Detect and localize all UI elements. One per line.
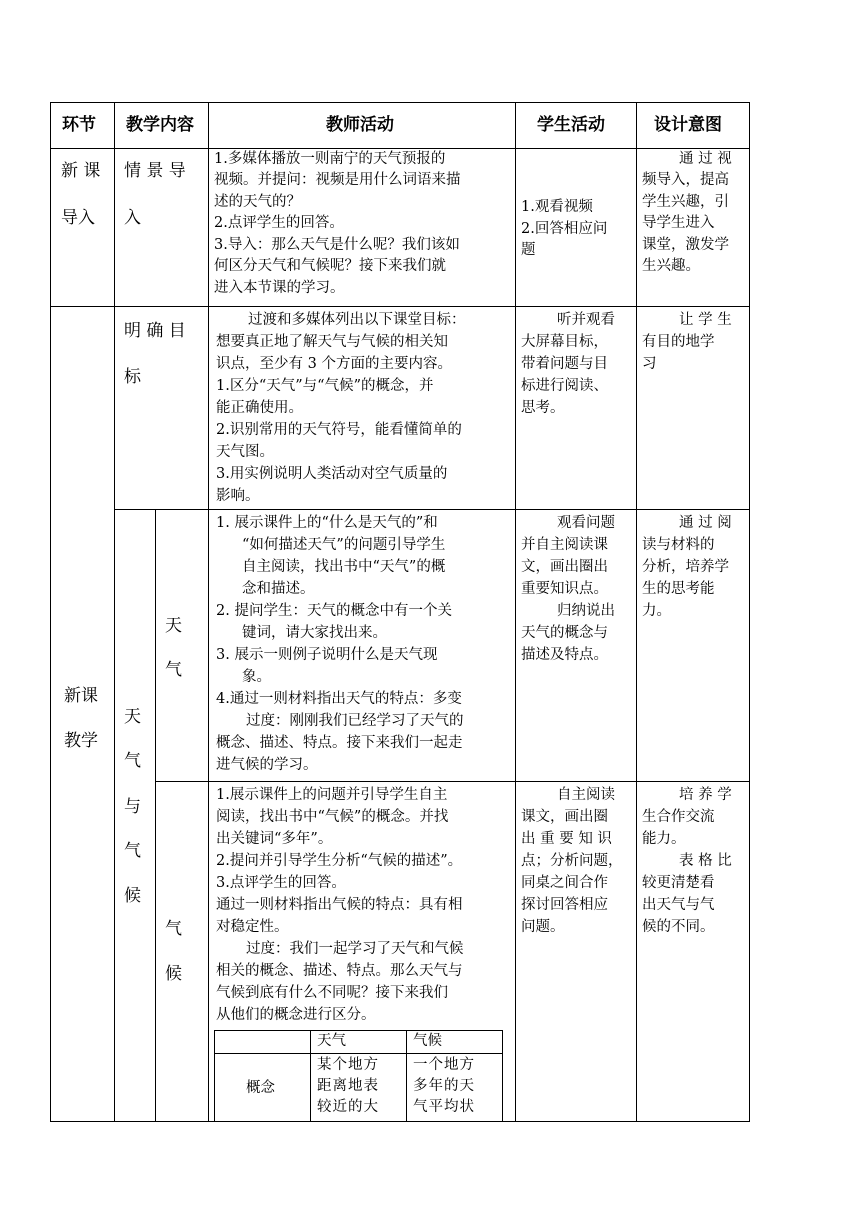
text-line: 视频。并提问：视频是用什么词语来描 (214, 172, 461, 188)
text-line: 让 学 生 (679, 312, 732, 328)
header-teacher: 教师活动 (326, 115, 394, 135)
text-line: 文，画出圈出 (521, 559, 608, 575)
text-line: 2.提问并引导学生分析“气候的描述”。 (216, 853, 463, 869)
col-divider-4 (636, 102, 637, 1122)
text-line: 培 养 学 (679, 787, 732, 803)
text-line: 一个地方 (413, 1057, 475, 1073)
text-line: 导学生进入 (642, 215, 715, 231)
header-student: 学生活动 (537, 115, 605, 135)
topic-char: 天 (124, 707, 141, 727)
col-divider-3 (515, 102, 516, 1122)
text-line: 2. 提问学生：天气的概念中有一个关 (216, 603, 452, 619)
row3-sub-char1: 天 (165, 616, 182, 636)
inner-head-weather: 天气 (317, 1033, 346, 1049)
text-line: 出 重 要 知 识 (521, 831, 612, 847)
text-line: 过度：刚刚我们已经学习了天气的 (246, 713, 464, 729)
text-line: 学生兴趣，引 (642, 194, 729, 210)
row4-sub-char2: 候 (165, 964, 182, 984)
row1-content-line2: 入 (124, 208, 141, 228)
text-line: 过度：我们一起学习了天气和气候 (246, 941, 464, 957)
header-content: 教学内容 (126, 115, 194, 135)
row3-sub-char2: 气 (165, 660, 182, 680)
stage2-line2: 教学 (64, 731, 98, 751)
text-line: 通过一则材料指出气候的特点：具有相 (216, 897, 463, 913)
text-line: 对稳定性。 (216, 919, 289, 935)
text-line: 3.用实例说明人类活动对空气质量的 (216, 466, 448, 482)
text-line: “如何描述天气”的问题引导学生 (242, 537, 446, 553)
text-line: 某个地方 (317, 1057, 379, 1073)
text-line: 大屏幕目标， (521, 334, 608, 350)
text-line: 3. 展示一则例子说明什么是天气现 (216, 647, 438, 663)
text-line: 归纳说出 (557, 603, 615, 619)
col-divider-2 (208, 102, 209, 1122)
text-line: 进气候的学习。 (216, 757, 318, 773)
text-line: 思考。 (521, 400, 565, 416)
text-line: 带着问题与目 (521, 356, 608, 372)
text-line: 出关键词“多年”。 (216, 831, 333, 847)
text-line: 念和描述。 (242, 581, 315, 597)
table-border-top (50, 102, 750, 103)
table-border-right (749, 102, 750, 1122)
text-line: 出天气与气 (642, 897, 715, 913)
text-line: 影响。 (216, 488, 260, 504)
text-line: 想要真正地了解天气与气候的相关知 (216, 334, 448, 350)
text-line: 生的思考能 (642, 581, 715, 597)
text-line: 探讨回答相应 (521, 897, 608, 913)
text-line: 能力。 (642, 831, 686, 847)
text-line: 何区分天气和气候呢？接下来我们就 (214, 258, 446, 274)
inner-left (214, 1030, 215, 1122)
text-line: 候的不同。 (642, 919, 715, 935)
inner-div1 (310, 1030, 311, 1122)
text-line: 天气图。 (216, 444, 274, 460)
header-intent: 设计意图 (654, 115, 722, 135)
text-line: 频导入，提高 (642, 172, 729, 188)
text-line: 生合作交流 (642, 809, 715, 825)
inner-row-label: 概念 (246, 1080, 275, 1096)
topic-char: 与 (124, 797, 141, 817)
text-line: 概念、描述、特点。接下来我们一起走 (216, 735, 463, 751)
col-divider-sub (155, 509, 156, 1122)
text-line: 识点，至少有 3 个方面的主要内容。 (216, 356, 452, 372)
text-line: 同桌之间合作 (521, 875, 608, 891)
text-line: 表 格 比 (679, 853, 732, 869)
text-line: 4.通过一则材料指出天气的特点：多变 (216, 691, 462, 707)
inner-right (502, 1030, 503, 1122)
text-line: 3.点评学生的回答。 (216, 875, 346, 891)
text-line: 键词，请大家找出来。 (242, 625, 387, 641)
row3-bottom (155, 781, 750, 782)
text-line: 听并观看 (557, 312, 615, 328)
text-line: 2.识别常用的天气符号，能看懂简单的 (216, 422, 462, 438)
inner-head-bottom (214, 1053, 503, 1054)
text-line: 自主阅读，找出书中“天气”的概 (242, 559, 446, 575)
text-line: 1.区分“天气”与“气候”的概念，并 (216, 378, 434, 394)
text-line: 分析，培养学 (642, 559, 729, 575)
text-line: 气平均状 (413, 1099, 475, 1115)
row1-bottom (50, 306, 750, 307)
text-line: 1.展示课件上的问题并引导学生自主 (216, 787, 448, 803)
text-line: 习 (642, 356, 657, 372)
header-stage: 环节 (62, 115, 96, 135)
row1-content-line1: 情 景 导 (124, 161, 186, 181)
text-line: 天气的概念与 (521, 625, 608, 641)
text-line: 点；分析问题， (521, 853, 623, 869)
row2-bottom (114, 509, 750, 510)
text-line: 多年的天 (413, 1078, 475, 1094)
text-line: 1.多媒体播放一则南宁的天气预报的 (214, 151, 446, 167)
text-line: 从他们的概念进行区分。 (216, 1007, 376, 1023)
text-line: 读与材料的 (642, 537, 715, 553)
text-line: 1. 展示课件上的“什么是天气的”和 (216, 515, 438, 531)
row2-content-line1: 明 确 目 (124, 321, 186, 341)
text-line: 通 过 视 (679, 151, 732, 167)
text-line: 述的天气的？ (214, 194, 301, 210)
text-line: 有目的地学 (642, 334, 715, 350)
row1-stage-line1: 新 课 (61, 161, 101, 181)
text-line: 气候到底有什么不同呢？接下来我们 (216, 985, 448, 1001)
row1-stage-line2: 导入 (61, 208, 95, 228)
text-line: 较近的大 (317, 1099, 379, 1115)
text-line: 描述及特点。 (521, 647, 608, 663)
text-line: 题 (521, 242, 536, 258)
text-line: 生兴趣。 (642, 258, 700, 274)
text-line: 1.观看视频 (521, 199, 593, 215)
topic-char: 气 (124, 841, 141, 861)
text-line: 3.导入：那么天气是什么呢？我们该如 (214, 237, 460, 253)
text-line: 通 过 阅 (679, 515, 732, 531)
text-line: 课文，画出圈 (521, 809, 608, 825)
text-line: 力。 (642, 603, 671, 619)
row2-content-line2: 标 (124, 367, 141, 387)
text-line: 重要知识点。 (521, 581, 608, 597)
text-line: 2.回答相应问 (521, 221, 608, 237)
text-line: 距离地表 (317, 1078, 379, 1094)
text-line: 自主阅读 (557, 787, 615, 803)
topic-char: 气 (124, 751, 141, 771)
inner-head-climate: 气候 (413, 1033, 442, 1049)
table-border-left (50, 102, 51, 1122)
col-divider-1 (114, 102, 115, 1122)
inner-div2 (406, 1030, 407, 1122)
text-line: 阅读，找出书中“气候”的概念。并找 (216, 809, 449, 825)
text-line: 标进行阅读、 (521, 378, 608, 394)
inner-top (214, 1030, 503, 1031)
text-line: 并自主阅读课 (521, 537, 608, 553)
text-line: 较更清楚看 (642, 875, 715, 891)
stage2-line1: 新课 (64, 686, 98, 706)
text-line: 观看问题 (557, 515, 615, 531)
text-line: 问题。 (521, 919, 565, 935)
text-line: 象。 (242, 669, 271, 685)
text-line: 能正确使用。 (216, 400, 303, 416)
text-line: 课堂，激发学 (642, 237, 729, 253)
topic-char: 候 (124, 886, 141, 906)
text-line: 进入本节课的学习。 (214, 280, 345, 296)
row4-sub-char1: 气 (165, 919, 182, 939)
text-line: 过渡和多媒体列出以下课堂目标： (248, 312, 466, 328)
text-line: 相关的概念、描述、特点。那么天气与 (216, 963, 463, 979)
text-line: 2.点评学生的回答。 (214, 215, 344, 231)
